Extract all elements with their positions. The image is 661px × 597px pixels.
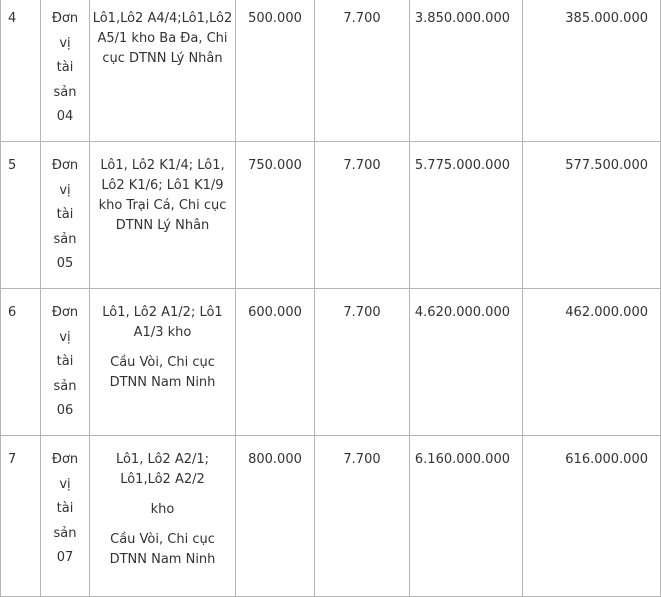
amount-cell: 6.160.000.000 — [410, 436, 523, 597]
unit-cell: Đơn vị tài sản 05 — [41, 142, 90, 289]
table-row — [1, 0, 661, 142]
row-index-cell: 5 — [1, 142, 41, 289]
area-cell: 750.000 — [236, 142, 315, 289]
fee-cell: 385.000.000 — [523, 0, 661, 142]
table-row — [1, 142, 661, 289]
fee-cell: 616.000.000 — [523, 436, 661, 597]
amount-cell: 4.620.000.000 — [410, 289, 523, 436]
location-cell: Lô1,Lô2 A4/4;Lô1,Lô2 A5/1 kho Ba Đa, Chi cục DTNN Lý Nhân — [90, 0, 236, 142]
unit-cell: Đơn vị tài sản 04 — [41, 0, 90, 142]
row-index-cell: 4 — [1, 0, 41, 142]
amount-cell: 5.775.000.000 — [410, 142, 523, 289]
area-cell: 600.000 — [236, 289, 315, 436]
table-row — [1, 289, 661, 436]
table-row — [1, 436, 661, 597]
location-cell: Lô1, Lô2 A1/2; Lô1 A1/3 kho Cầu Vòi, Chi cục DTNN Nam Ninh — [90, 289, 236, 436]
unit-cell: Đơn vị tài sản 06 — [41, 289, 90, 436]
rate-cell: 7.700 — [315, 289, 410, 436]
amount-cell: 3.850.000.000 — [410, 0, 523, 142]
location-cell: Lô1, Lô2 K1/4; Lô1, Lô2 K1/6; Lô1 K1/9 kho Trại Cá, Chi cục DTNN Lý Nhân — [90, 142, 236, 289]
rate-cell: 7.700 — [315, 142, 410, 289]
fee-cell: 462.000.000 — [523, 289, 661, 436]
area-cell: 800.000 — [236, 436, 315, 597]
fee-cell: 577.500.000 — [523, 142, 661, 289]
rate-cell: 7.700 — [315, 436, 410, 597]
rate-cell: 7.700 — [315, 0, 410, 142]
row-index-cell: 6 — [1, 289, 41, 436]
area-cell: 500.000 — [236, 0, 315, 142]
unit-cell: Đơn vị tài sản 07 — [41, 436, 90, 597]
row-index-cell: 7 — [1, 436, 41, 597]
location-cell: Lô1, Lô2 A2/1; Lô1,Lô2 A2/2 kho Cầu Vòi, Chi cục DTNN Nam Ninh — [90, 436, 236, 597]
